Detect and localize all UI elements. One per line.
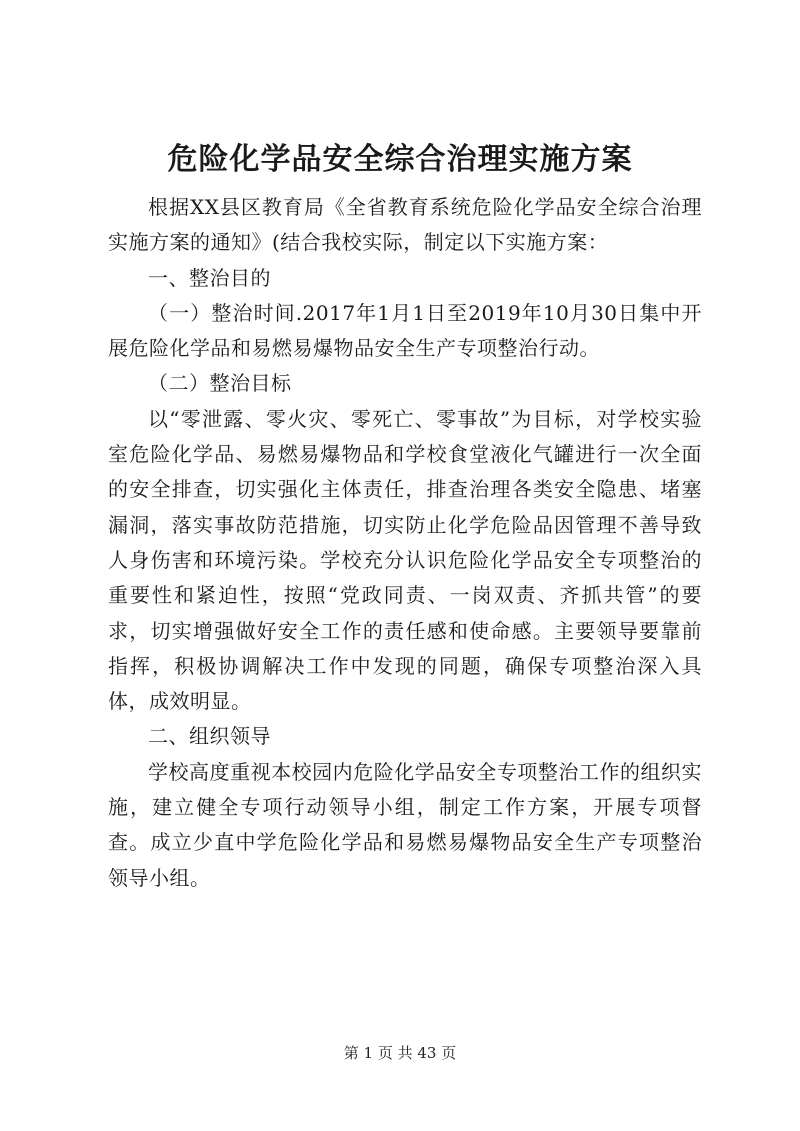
paragraph-goals: 以“零泄露、零火灾、零死亡、零事故”为目标，对学校实验室危险化学品、易燃易爆物品和学校食堂液化气罐进行一次全面的安全排查，切实强化主体责任，排查治理各类安全隐患、堵塞漏洞，落实事故防范措施，切实防止化学危险品因管理不善导致人身伤害和环境污染。学校充分认识危险化学品安全专项整治的重要性和紧迫性，按照“党政同责、一岗双责、齐抓共管”的要求，切实增强做好安全工作的责任感和使命感。主要领导要靠前指挥，积极协调解决工作中发现的同题，确保专项整治深入具体，成效明显。 [108,406,702,714]
paragraph-organization: 学校高度重视本校园内危险化学品安全专项整治工作的组织实施，建立健全专项行动领导小组，制定工作方案，开展专项督查。成立少直中学危险化学品和易燃易爆物品安全生产专项整治领导小组。 [108,759,702,890]
document-title: 危险化学品安全综合治理实施方案 [167,142,633,177]
section-heading-organization: 二、组织领导 [148,724,271,749]
paragraph-period: （一）整治时间.2017年1月1日至2019年10月30日集中开展危险化学品和易燃易爆物品安全生产专项整治行动。 [108,300,702,361]
section-heading-purpose: 一、整治目的 [148,265,271,290]
document-body [108,190,702,896]
page-number-footer: 第 1 页 共 43 页 [343,1044,457,1062]
subsection-heading-goals: （二）整治目标 [148,371,292,396]
paragraph-intro: 根据XX县区教育局《全省教育系统危险化学品安全综合治理实施方案的通知》(结合我校实际，制定以下实施方案： [108,195,702,255]
